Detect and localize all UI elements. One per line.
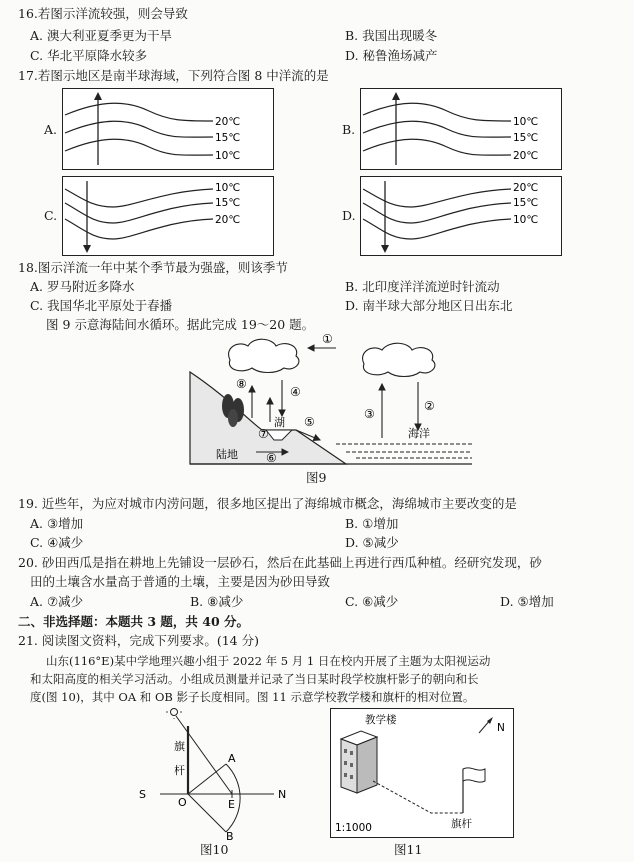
q20-option-d: D. ⑤增加 [500, 594, 554, 609]
q20-option-c: C. ⑥减少 [345, 594, 399, 609]
isotherm-diagram-b [361, 89, 561, 169]
q17-label-c: C. [44, 208, 58, 223]
iso-b-3: 20℃ [513, 150, 539, 162]
pole-label: 旗杆 [451, 818, 472, 830]
figure-11-caption: 图11 [394, 842, 423, 857]
iso-b-2: 15℃ [513, 132, 539, 144]
q18-stem: 18.图示洋流一年中某个季节最为强盛，则该季节 [18, 260, 288, 275]
q18-option-d: D. 南半球大部分地区日出东北 [345, 298, 513, 313]
q21-para-line2: 和太阳高度的相关学习活动。小组成员测量并记录了当日某时段学校旗杆影子的朝向和长 [30, 672, 479, 686]
fig9-intro: 图 9 示意海陆间水循环。据此完成 19～20 题。 [46, 317, 315, 332]
q16-option-c: C. 华北平原降水较多 [30, 48, 148, 63]
ocean-cloud [363, 343, 435, 376]
label-6: ⑥ [266, 451, 277, 465]
q19-option-a: A. ③增加 [30, 516, 84, 531]
label-5: ⑤ [304, 415, 315, 429]
fig10-o: O [178, 796, 187, 809]
label-3: ③ [364, 407, 375, 421]
water-cycle-diagram [186, 334, 476, 470]
iso-a-1: 20℃ [215, 116, 241, 128]
q17-stem: 17.若图示地区是南半球海域，下列符合图 8 中洋流的是 [18, 68, 329, 83]
q17-panel-b [360, 88, 562, 170]
q18-option-a: A. 罗马附近多降水 [30, 279, 135, 294]
label-8: ⑧ [236, 377, 247, 391]
fig10-pole-1: 旗 [174, 740, 185, 753]
land-label: 陆地 [216, 448, 238, 461]
fig10-n: N [278, 788, 287, 801]
label-1: ① [322, 334, 333, 346]
fig10-pole-2: 杆 [174, 764, 185, 777]
figure-9 [186, 334, 476, 470]
isotherm-diagram-c [63, 177, 273, 255]
q21-para-line1: 山东(116°E)某中学地理兴趣小组于 2022 年 5 月 1 日在校内开展了主题为太阳视运动 [46, 654, 491, 668]
q19-option-c: C. ④减少 [30, 535, 84, 550]
scale-label: 1:1000 [335, 822, 372, 834]
q20-option-a: A. ⑦减少 [30, 594, 84, 609]
fig10-s: S [139, 788, 146, 801]
q17-label-a: A. [44, 122, 58, 137]
building-label: 教学楼 [365, 714, 397, 726]
iso-a-2: 15℃ [215, 132, 241, 144]
fig10-b: B [226, 830, 234, 840]
q19-option-d: D. ⑤减少 [345, 535, 399, 550]
q16-option-b: B. 我国出现暖冬 [345, 28, 438, 43]
q19-option-b: B. ①增加 [345, 516, 399, 531]
iso-c-2: 15℃ [215, 197, 241, 209]
iso-d-2: 15℃ [513, 197, 539, 209]
q17-label-d: D. [342, 208, 356, 223]
q17-panel-c [62, 176, 274, 256]
figure-11 [330, 708, 514, 838]
q17-panel-a [62, 88, 274, 170]
q20-stem-line2: 田的土壤含水量高于普通的土壤，主要是因为砂田导致 [30, 574, 331, 589]
q17-label-b: B. [342, 122, 356, 137]
iso-d-1: 20℃ [513, 182, 539, 194]
section-2-heading: 二、非选择题：本题共 3 题，共 40 分。 [18, 614, 250, 629]
fig10-e: E [228, 798, 235, 811]
fig10-a: A [228, 752, 236, 765]
iso-d-3: 10℃ [513, 214, 539, 226]
q18-option-c: C. 我国华北平原处于春播 [30, 298, 173, 313]
q20-stem-line1: 20. 砂田西瓜是指在耕地上先铺设一层砂石，然后在此基础上再进行西瓜种植。经研究发现，砂 [18, 555, 542, 570]
iso-a-3: 10℃ [215, 150, 241, 162]
q21-stem: 21. 阅读图文资料，完成下列要求。(14 分) [18, 633, 259, 648]
q21-para-line3: 度(图 10)，其中 OA 和 OB 影子长度相同。图 11 示意学校教学楼和旗杆的相对位置。 [30, 690, 475, 704]
iso-b-1: 10℃ [513, 116, 539, 128]
land-cloud [229, 339, 299, 372]
q17-panel-d [360, 176, 562, 256]
isotherm-diagram-a [63, 89, 273, 169]
figure-10-caption: 图10 [200, 842, 229, 857]
ocean-label: 海洋 [408, 427, 430, 440]
label-4: ④ [290, 385, 301, 399]
q20-option-b: B. ⑧减少 [190, 594, 244, 609]
q16-option-d: D. 秘鲁渔场减产 [345, 48, 438, 63]
isotherm-diagram-d [361, 177, 561, 255]
north-label: N [497, 722, 505, 734]
lake-label: 湖 [274, 416, 285, 429]
q18-option-b: B. 北印度洋洋流逆时针流动 [345, 279, 500, 294]
iso-c-3: 20℃ [215, 214, 241, 226]
label-7: ⑦ [258, 427, 269, 441]
figure-10 [136, 706, 306, 840]
school-map [331, 709, 513, 837]
label-2: ② [424, 399, 435, 413]
q16-stem: 16.若图示洋流较强，则会导致 [18, 6, 188, 21]
q19-stem: 19. 近些年，为应对城市内涝问题，很多地区提出了海绵城市概念，海绵城市主要改变的是 [18, 496, 517, 511]
figure-9-caption: 图9 [306, 470, 327, 485]
iso-c-1: 10℃ [215, 182, 241, 194]
flagpole-shadow-diagram [136, 706, 306, 840]
q16-option-a: A. 澳大利亚夏季更为干旱 [30, 28, 172, 43]
